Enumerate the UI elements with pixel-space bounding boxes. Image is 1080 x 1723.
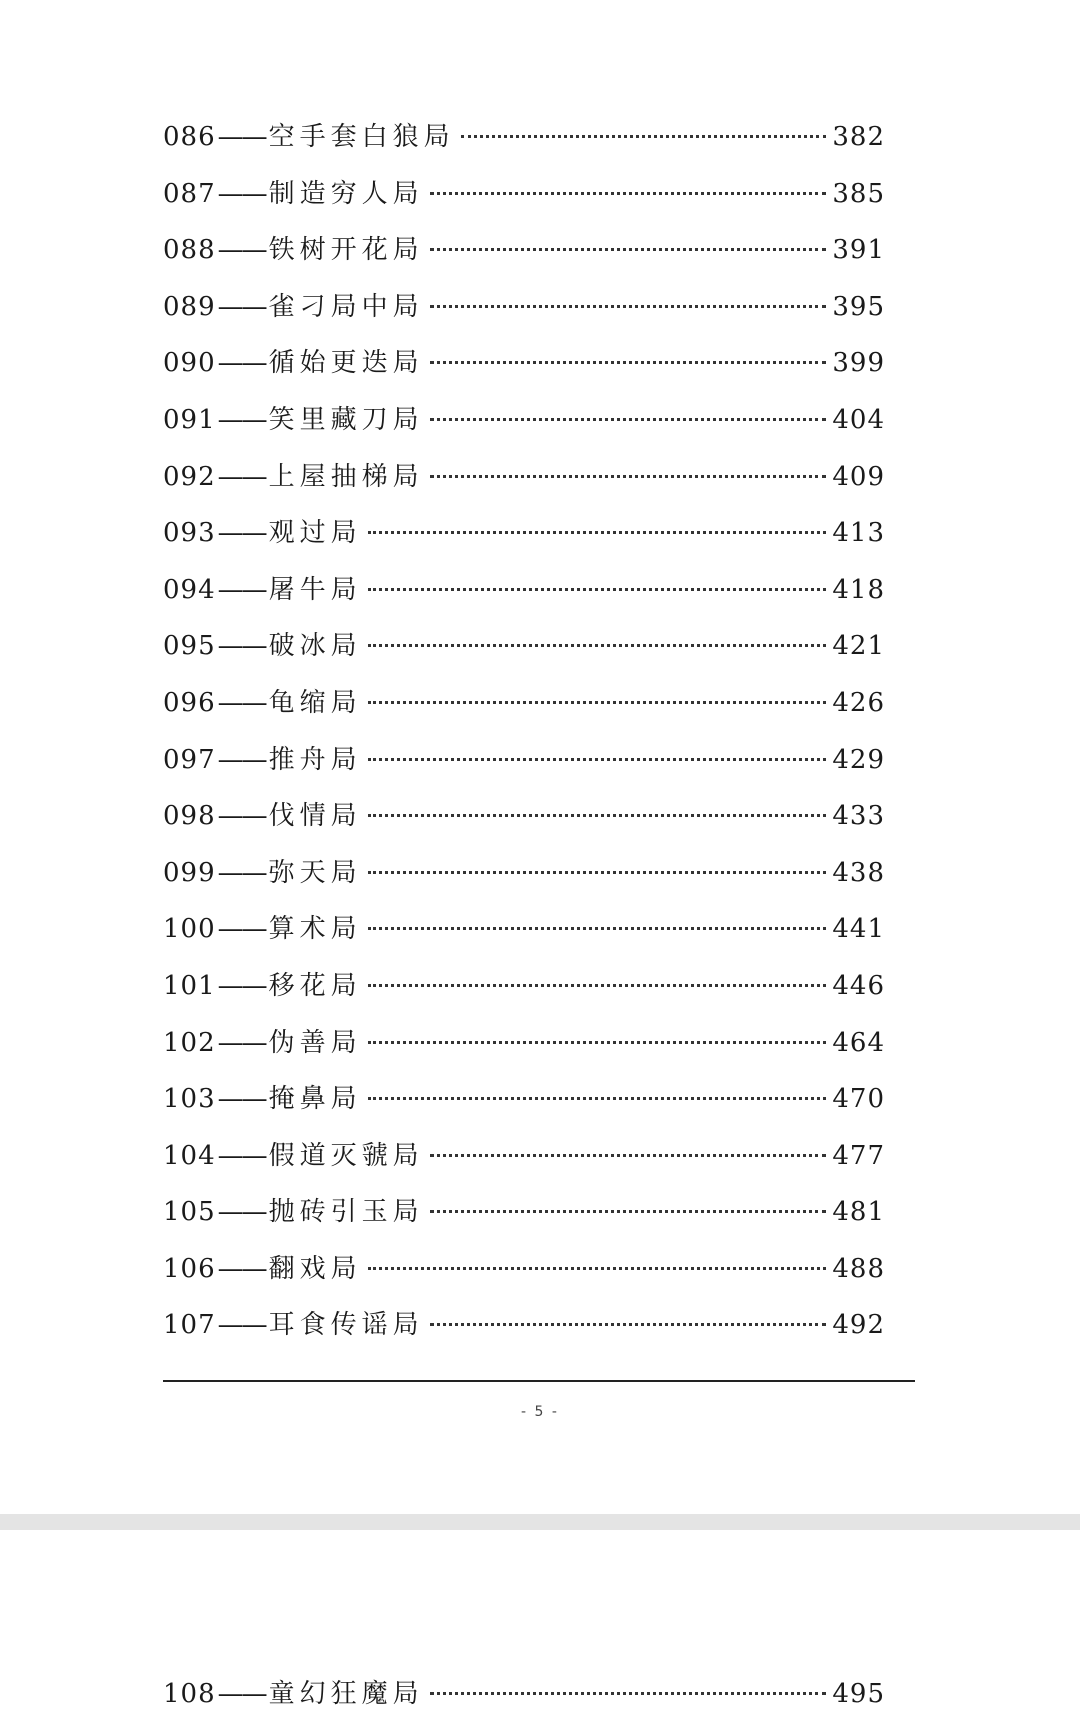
dot-leader <box>368 1267 827 1270</box>
entry-title: 空手套白狼局 <box>268 122 455 152</box>
toc-entry[interactable] <box>163 569 885 626</box>
entry-page-number: 409 <box>832 461 885 492</box>
toc-entry[interactable] <box>163 1673 885 1723</box>
entry-dash: —— <box>217 1253 266 1284</box>
entry-dash: —— <box>217 1140 266 1171</box>
entry-page-number: 441 <box>832 914 885 945</box>
entry-title: 伪善局 <box>268 1027 362 1058</box>
entry-page-number: 433 <box>832 801 885 832</box>
entry-number: 108 <box>163 1679 216 1709</box>
dot-leader <box>430 1692 827 1695</box>
entry-page-number: 382 <box>832 122 885 152</box>
entry-title: 翻戏局 <box>268 1253 362 1284</box>
toc-entry[interactable] <box>163 1304 885 1361</box>
entry-title: 童幻狂魔局 <box>268 1679 424 1709</box>
table-of-contents <box>163 116 885 1361</box>
entry-number: 096 <box>163 687 216 718</box>
entry-number: 098 <box>163 801 216 832</box>
dot-leader <box>368 814 827 817</box>
toc-entry[interactable] <box>163 852 885 909</box>
entry-number: 086 <box>163 122 216 152</box>
toc-entry[interactable] <box>163 739 885 796</box>
entry-number: 100 <box>163 914 216 945</box>
entry-number: 093 <box>163 518 216 549</box>
entry-title: 龟缩局 <box>268 687 362 718</box>
entry-title: 抛砖引玉局 <box>268 1197 424 1228</box>
entry-title: 耳食传谣局 <box>268 1310 424 1341</box>
toc-entry[interactable] <box>163 286 885 343</box>
document-page-6 <box>0 1530 1080 1723</box>
toc-entry[interactable] <box>163 1135 885 1192</box>
entry-title: 上屋抽梯局 <box>268 461 424 492</box>
entry-title: 观过局 <box>268 518 362 549</box>
entry-number: 107 <box>163 1310 216 1341</box>
entry-dash: —— <box>217 348 266 379</box>
entry-page-number: 477 <box>832 1140 885 1171</box>
dot-leader <box>368 531 827 534</box>
dot-leader <box>430 1210 827 1213</box>
entry-number: 102 <box>163 1027 216 1058</box>
entry-number: 091 <box>163 404 216 435</box>
dot-leader <box>461 135 827 138</box>
entry-page-number: 464 <box>832 1027 885 1058</box>
dot-leader <box>368 871 827 874</box>
entry-number: 095 <box>163 631 216 662</box>
entry-page-number: 470 <box>832 1084 885 1115</box>
toc-entry[interactable] <box>163 116 885 173</box>
entry-page-number: 429 <box>832 744 885 775</box>
footer-rule <box>163 1380 915 1382</box>
dot-leader <box>430 305 827 308</box>
entry-title: 推舟局 <box>268 744 362 775</box>
dot-leader <box>368 1041 827 1044</box>
entry-page-number: 404 <box>832 404 885 435</box>
entry-page-number: 438 <box>832 857 885 888</box>
entry-title: 假道灭虢局 <box>268 1140 424 1171</box>
entry-page-number: 413 <box>832 518 885 549</box>
entry-dash: —— <box>217 857 266 888</box>
toc-entry[interactable] <box>163 399 885 456</box>
entry-title: 弥天局 <box>268 857 362 888</box>
entry-number: 090 <box>163 348 216 379</box>
entry-title: 笑里藏刀局 <box>268 404 424 435</box>
entry-page-number: 399 <box>832 348 885 379</box>
table-of-contents <box>163 1673 885 1723</box>
toc-entry[interactable] <box>163 795 885 852</box>
entry-page-number: 418 <box>832 574 885 605</box>
entry-page-number: 395 <box>832 291 885 322</box>
entry-dash: —— <box>217 970 266 1001</box>
toc-entry[interactable] <box>163 229 885 286</box>
entry-title: 移花局 <box>268 970 362 1001</box>
entry-title: 伐情局 <box>268 801 362 832</box>
entry-dash: —— <box>217 1197 266 1228</box>
entry-dash: —— <box>217 631 266 662</box>
entry-dash: —— <box>217 122 266 152</box>
dot-leader <box>368 927 827 930</box>
entry-number: 087 <box>163 178 216 209</box>
entry-title: 制造穷人局 <box>268 178 424 209</box>
entry-number: 094 <box>163 574 216 605</box>
entry-number: 103 <box>163 1084 216 1115</box>
dot-leader <box>368 984 827 987</box>
toc-entry[interactable] <box>163 173 885 230</box>
toc-entry[interactable] <box>163 1022 885 1079</box>
entry-page-number: 426 <box>832 687 885 718</box>
entry-page-number: 481 <box>832 1197 885 1228</box>
entry-dash: —— <box>217 574 266 605</box>
toc-entry[interactable] <box>163 456 885 513</box>
entry-title: 屠牛局 <box>268 574 362 605</box>
entry-dash: —— <box>217 687 266 718</box>
entry-dash: —— <box>217 1027 266 1058</box>
entry-number: 099 <box>163 857 216 888</box>
entry-dash: —— <box>217 404 266 435</box>
toc-entry[interactable] <box>163 625 885 682</box>
entry-page-number: 488 <box>832 1253 885 1284</box>
dot-leader <box>430 1154 827 1157</box>
entry-page-number: 446 <box>832 970 885 1001</box>
dot-leader <box>368 588 827 591</box>
entry-number: 092 <box>163 461 216 492</box>
entry-title: 循始更迭局 <box>268 348 424 379</box>
entry-dash: —— <box>217 914 266 945</box>
dot-leader <box>430 1323 827 1326</box>
entry-page-number: 391 <box>832 235 885 266</box>
dot-leader <box>430 248 827 251</box>
toc-entry[interactable] <box>163 342 885 399</box>
entry-dash: —— <box>217 1084 266 1115</box>
entry-page-number: 421 <box>832 631 885 662</box>
dot-leader <box>368 758 827 761</box>
dot-leader <box>430 192 827 195</box>
toc-entry[interactable] <box>163 1191 885 1248</box>
dot-leader <box>368 701 827 704</box>
entry-page-number: 492 <box>832 1310 885 1341</box>
entry-title: 掩鼻局 <box>268 1084 362 1115</box>
toc-entry[interactable] <box>163 965 885 1022</box>
entry-title: 雀刁局中局 <box>268 291 424 322</box>
entry-dash: —— <box>217 518 266 549</box>
entry-dash: —— <box>217 744 266 775</box>
toc-entry[interactable] <box>163 682 885 739</box>
entry-dash: —— <box>217 235 266 266</box>
entry-number: 088 <box>163 235 216 266</box>
entry-page-number: 495 <box>832 1679 885 1709</box>
entry-number: 104 <box>163 1140 216 1171</box>
entry-title: 算术局 <box>268 914 362 945</box>
dot-leader <box>368 644 827 647</box>
toc-entry[interactable] <box>163 1078 885 1135</box>
entry-number: 097 <box>163 744 216 775</box>
dot-leader <box>368 1097 827 1100</box>
entry-dash: —— <box>217 291 266 322</box>
entry-number: 105 <box>163 1197 216 1228</box>
entry-number: 089 <box>163 291 216 322</box>
entry-dash: —— <box>217 801 266 832</box>
entry-title: 破冰局 <box>268 631 362 662</box>
entry-dash: —— <box>217 1679 266 1709</box>
dot-leader <box>430 418 827 421</box>
entry-dash: —— <box>217 1310 266 1341</box>
entry-dash: —— <box>217 178 266 209</box>
entry-dash: —— <box>217 461 266 492</box>
page-number: - 5 - <box>521 1404 559 1420</box>
dot-leader <box>430 475 827 478</box>
entry-number: 106 <box>163 1253 216 1284</box>
entry-page-number: 385 <box>832 178 885 209</box>
toc-entry[interactable] <box>163 512 885 569</box>
dot-leader <box>430 361 827 364</box>
entry-title: 铁树开花局 <box>268 235 424 266</box>
entry-number: 101 <box>163 970 216 1001</box>
toc-entry[interactable] <box>163 1248 885 1305</box>
toc-entry[interactable] <box>163 908 885 965</box>
